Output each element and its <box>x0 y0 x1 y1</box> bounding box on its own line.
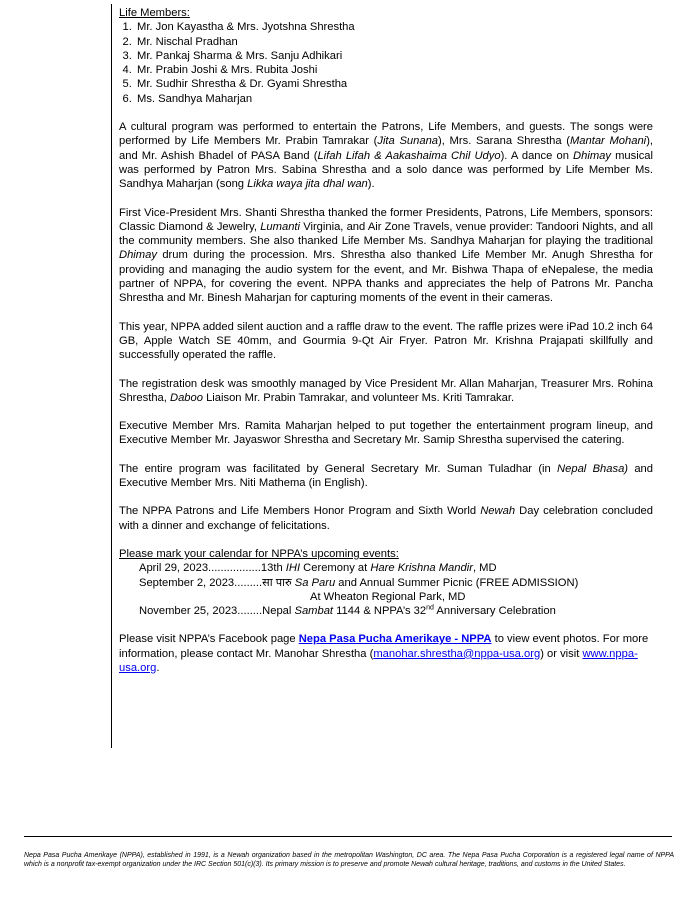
event-date: April 29, 2023................. <box>139 562 261 575</box>
sponsor-name: Lumanti <box>260 220 301 233</box>
list-item: 5. Mr. Sudhir Shrestha & Dr. Gyami Shrestha <box>135 77 653 91</box>
upcoming-events-section <box>119 547 653 618</box>
song-title: Likka waya jita dhal wan <box>247 178 368 191</box>
facebook-page-link[interactable]: Nepa Pasa Pucha Amerikaye - NPPA <box>298 633 492 646</box>
text-run: 1144 & NPPA’s 32 <box>333 605 427 618</box>
text-run: The registration desk was smoothly managed by Vice President Mr. Allan Maharjan, Treasurer Mrs. Rohina Shrestha, <box>119 377 653 404</box>
text-run: 13th <box>260 562 286 575</box>
list-item: 6. Ms. Sandhya Maharjan <box>135 92 653 106</box>
ordinal-suffix: nd <box>426 604 434 612</box>
thanks-paragraph <box>119 206 653 306</box>
cultural-program-paragraph <box>119 120 653 191</box>
text-run: . <box>156 661 160 674</box>
song-title: Jita Sunana <box>377 135 439 148</box>
text-run: drum during the procession. Mrs. Shrestha also thanked Life Member Mr. Anugh Shrestha for providing and managing the audio system for the event, and Mr. Bishwa Thapa of eNepalese, the media partner of NPPA, for covering the event. NPPA thanks and appreciates the help of Patrons Mr. Pancha Shrestha and Mr. Binesh Maharjan for capturing moments of the event in their cameras. <box>119 249 653 305</box>
list-item: 1. Mr. Jon Kayastha & Mrs. Jyotshna Shrestha <box>135 20 653 34</box>
text-run: , MD <box>472 562 497 575</box>
event-term: IHI <box>285 562 301 575</box>
text-run: ), Mrs. Sarana Shrestha ( <box>438 135 570 148</box>
text-run: Day celebration concluded with a dinner and exchange of felicitations. <box>119 505 653 532</box>
text-run: and Executive Member Mrs. Niti Mathema (in English). <box>119 462 653 490</box>
footer-note: Nepa Pasa Pucha Amerikaye (NPPA), established in 1991, is a Newah organization based in the metropolitan Washington, DC area. The Nepa Pasa Pucha Corporation is a registered legal name of NPPA which is a nonprofit tax-exempt organization under the IRC Section 501(c)(3). Its primary mission is to preserve and promote Newah cultural heritage, traditions, and customs in the United States. <box>24 852 674 869</box>
text-run: Virginia, and Air Zone Travels, venue provider: Tandoori Nights, and all the community members. She also thanked Life Member Ms. Sandhya Maharjan for playing the traditional <box>119 220 653 248</box>
left-margin-rule <box>111 4 112 748</box>
text-run: The NPPA Patrons and Life Members Honor Program and Sixth World <box>119 505 481 518</box>
executive-paragraph: Executive Member Mrs. Ramita Maharjan helped to put together the entertainment program lineup, and Executive Member Mr. Jayaswor Shrestha and Secretary Mr. Samip Shrestha supervised the catering. <box>119 420 653 447</box>
text-run: A cultural program was performed to entertain the Patrons, Life Members, and guests. The songs were performed by Life Members Mr. Prabin Tamrakar ( <box>119 121 653 148</box>
event-term: Sa Paru <box>294 576 336 589</box>
conclusion-paragraph <box>119 504 653 533</box>
text-run: ), and Mr. Ashish Bhadel of PASA Band ( <box>119 135 654 162</box>
footer-rule <box>24 836 672 837</box>
devanagari-text: सा पारु <box>262 576 292 589</box>
text-run: Please visit NPPA’s Facebook page <box>119 633 299 646</box>
raffle-paragraph: This year, NPPA added silent auction and a raffle draw to the event. The raffle prizes were iPad 10.2 inch 64 GB, Apple Watch SE 40mm, and Gourmia 9-Qt Air Fryer. Patron Mr. Krishna Prajapati skillfully and successfully operated the raffle. <box>119 320 654 362</box>
email-link[interactable]: manohar.shrestha@nppa-usa.org <box>373 647 541 660</box>
text-run: Liaison Mr. Prabin Tamrakar, and volunteer Ms. Kriti Tamrakar. <box>202 391 515 404</box>
event-place: Hare Krishna Mandir <box>370 562 473 575</box>
document-body <box>119 6 653 689</box>
facilitated-paragraph <box>119 462 653 491</box>
dance-name: Dhimay <box>573 149 611 162</box>
text-run: Ceremony at <box>300 562 371 575</box>
text-run: The entire program was facilitated by General Secretary Mr. Suman Tuladhar (in <box>119 462 558 475</box>
event-date: November 25, 2023........ <box>139 605 263 618</box>
text-run: and Annual Summer Picnic (FREE ADMISSION) <box>335 576 579 589</box>
visit-paragraph <box>119 632 653 675</box>
event-term: Sambat <box>294 605 334 618</box>
event-row-ihi <box>119 561 653 575</box>
event-row-saparu <box>119 576 653 590</box>
list-item: 4. Mr. Prabin Joshi & Mrs. Rubita Joshi <box>135 63 653 77</box>
text-run: Anniversary Celebration <box>433 605 556 618</box>
event-row-anniversary <box>119 604 653 618</box>
event-date: September 2, 2023......... <box>139 576 263 589</box>
text-run: musical was performed by Patron Mrs. Sabina Shrestha and a solo dance was performed by Life Member Ms. Sandhya Maharjan (song <box>119 149 654 191</box>
daboo-term: Daboo <box>170 391 203 404</box>
text-run: Nepal <box>262 605 295 618</box>
song-title: Lifah Lifah & Aakashaima Chil Udyo <box>317 149 501 162</box>
newah-term: Newah <box>480 505 516 518</box>
list-item: 3. Mr. Pankaj Sharma & Mrs. Sanju Adhikari <box>135 49 653 63</box>
life-members-heading: Life Members: <box>119 7 190 19</box>
text-run: ). A dance on <box>500 149 574 162</box>
drum-name: Dhimay <box>119 249 157 262</box>
text-run: ) or visit <box>540 647 583 660</box>
list-item: 2. Mr. Nischal Pradhan <box>135 35 653 49</box>
text-run: to view event photos. For more information, please contact Mr. Manohar Shrestha ( <box>119 633 649 660</box>
life-members-section <box>119 6 653 106</box>
registration-paragraph <box>119 377 653 406</box>
life-members-list <box>119 20 653 106</box>
song-title: Mantar Mohani <box>569 135 647 148</box>
language-name: Nepal Bhasa) <box>557 462 629 475</box>
text-run: ). <box>367 178 375 191</box>
text-run: First Vice-President Mrs. Shanti Shrestha thanked the former Presidents, Patrons, Life Members, sponsors: Classic Diamond & Jewelry, <box>119 206 653 233</box>
event-row-saparu-location: At Wheaton Regional Park, MD <box>310 590 466 603</box>
website-link[interactable]: www.nppa-usa.org <box>119 647 638 674</box>
upcoming-events-heading: Please mark your calendar for NPPA’s upcoming events: <box>119 547 399 560</box>
